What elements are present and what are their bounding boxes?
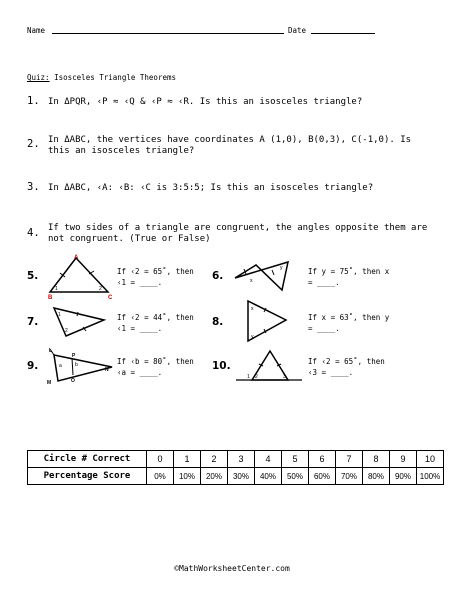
label-a: A [74,255,79,261]
count-cell[interactable]: 3 [228,451,255,468]
angle-1-label: 1 [55,286,58,292]
question-8-number: 8. [212,316,224,328]
name-label: Name [27,26,46,35]
score-row-correct [28,451,444,468]
angle-2-label: 2 [255,374,258,380]
question-7-number: 7. [27,316,39,328]
circle-correct-label: Circle # Correct [28,451,147,468]
question-10-text: If ‹2 = 65˚, then ‹3 = ____. [308,357,385,377]
question-9-number: 9. [27,360,39,372]
count-cell[interactable]: 9 [390,451,417,468]
date-field[interactable] [311,33,375,34]
question-2-text: In ΔABC, the vertices have coordinates A (1,0), B(0,3), C(-1,0). Is this an isosceles triangle? [48,135,412,156]
angle-2-label: 2 [99,286,102,292]
label-n: N [105,367,109,373]
figure-5-triangle [44,254,114,300]
angle-1-label: 1 [247,374,250,380]
angle-x-label: x [250,278,253,284]
question-9-text: If ‹b = 80˚, then ‹a = ____. [117,357,194,377]
count-cell[interactable]: 1 [174,451,201,468]
question-2-number: 2. [27,138,40,150]
percent-cell: 30% [228,468,255,485]
question-6-text: If y = 75˚, then x = ____. [308,267,390,287]
angle-3-label: 3 [283,374,286,380]
percent-cell: 50% [282,468,309,485]
label-p: P [72,353,76,359]
segment-po [72,358,73,375]
angle-y-label: y [280,265,283,271]
date-label: Date [288,26,307,35]
question-7-text: If ‹2 = 44˚, then ‹1 = ____. [117,313,194,333]
question-4-text: If two sides of a triangle are congruent, the angles opposite them are not congruent. (True or False) [48,223,428,244]
percent-cell: 10% [174,468,201,485]
tick-mark [77,312,78,316]
percent-cell: 80% [363,468,390,485]
quiz-title [27,73,176,82]
figure-6-bowtie [232,258,294,298]
question-1-text: In ΔPQR, ‹P ≈ ‹Q & ‹P ≈ ‹R. Is this an isosceles triangle? [48,97,363,107]
count-cell[interactable]: 7 [336,451,363,468]
angle-b-label: b [75,362,78,368]
score-table [27,450,444,485]
percentage-score-label: Percentage Score [28,468,147,485]
question-5-number: 5. [27,270,39,282]
question-5-text: If ‹2 = 65˚, then ‹1 = ____. [117,267,194,287]
label-b: B [48,295,53,300]
question-8-text: If x = 63˚, then y = ____. [308,313,390,333]
triangle-shape [54,355,112,381]
count-cell[interactable]: 4 [255,451,282,468]
angle-x-label: x [251,306,254,312]
percent-cell: 90% [390,468,417,485]
count-cell[interactable]: 2 [201,451,228,468]
question-1-number: 1. [27,95,40,107]
name-field[interactable] [52,33,284,34]
count-cell[interactable]: 5 [282,451,309,468]
count-cell[interactable]: 6 [309,451,336,468]
triangle-shape [54,308,104,336]
label-o: O [71,378,75,384]
quiz-prefix: Quiz: [27,73,50,82]
figure-8-triangle [244,299,290,345]
angle-a-label: a [59,363,62,369]
angle-1-label: 1 [58,312,61,318]
label-c: C [108,295,113,300]
percent-cell: 0% [147,468,174,485]
count-cell[interactable]: 10 [417,451,444,468]
quiz-topic: Isosceles Triangle Theorems [54,73,177,82]
label-l: L [49,348,53,354]
percent-cell: 70% [336,468,363,485]
count-cell[interactable]: 8 [363,451,390,468]
question-10-number: 10. [212,360,231,372]
angle-2-label: 2 [65,328,68,334]
percent-cell: 40% [255,468,282,485]
triangle-shape [248,301,286,341]
angle-y-label: y [251,334,254,340]
question-4-number: 4. [27,227,40,239]
percent-cell: 100% [417,468,444,485]
question-3-number: 3. [27,181,40,193]
label-m: M [47,380,52,385]
footer-copyright: ©MathWorksheetCenter.com [174,564,290,573]
figure-9-triangle [44,345,116,385]
question-6-number: 6. [212,270,224,282]
percent-cell: 60% [309,468,336,485]
question-3-text: In ΔABC, ‹A: ‹B: ‹C is 3:5:5; Is this an isosceles triangle? [48,183,374,193]
score-row-percentage [28,468,444,485]
figure-7-triangle [50,304,110,340]
figure-10-triangle [234,348,304,384]
tick-mark [272,270,274,275]
count-cell[interactable]: 0 [147,451,174,468]
percent-cell: 20% [201,468,228,485]
